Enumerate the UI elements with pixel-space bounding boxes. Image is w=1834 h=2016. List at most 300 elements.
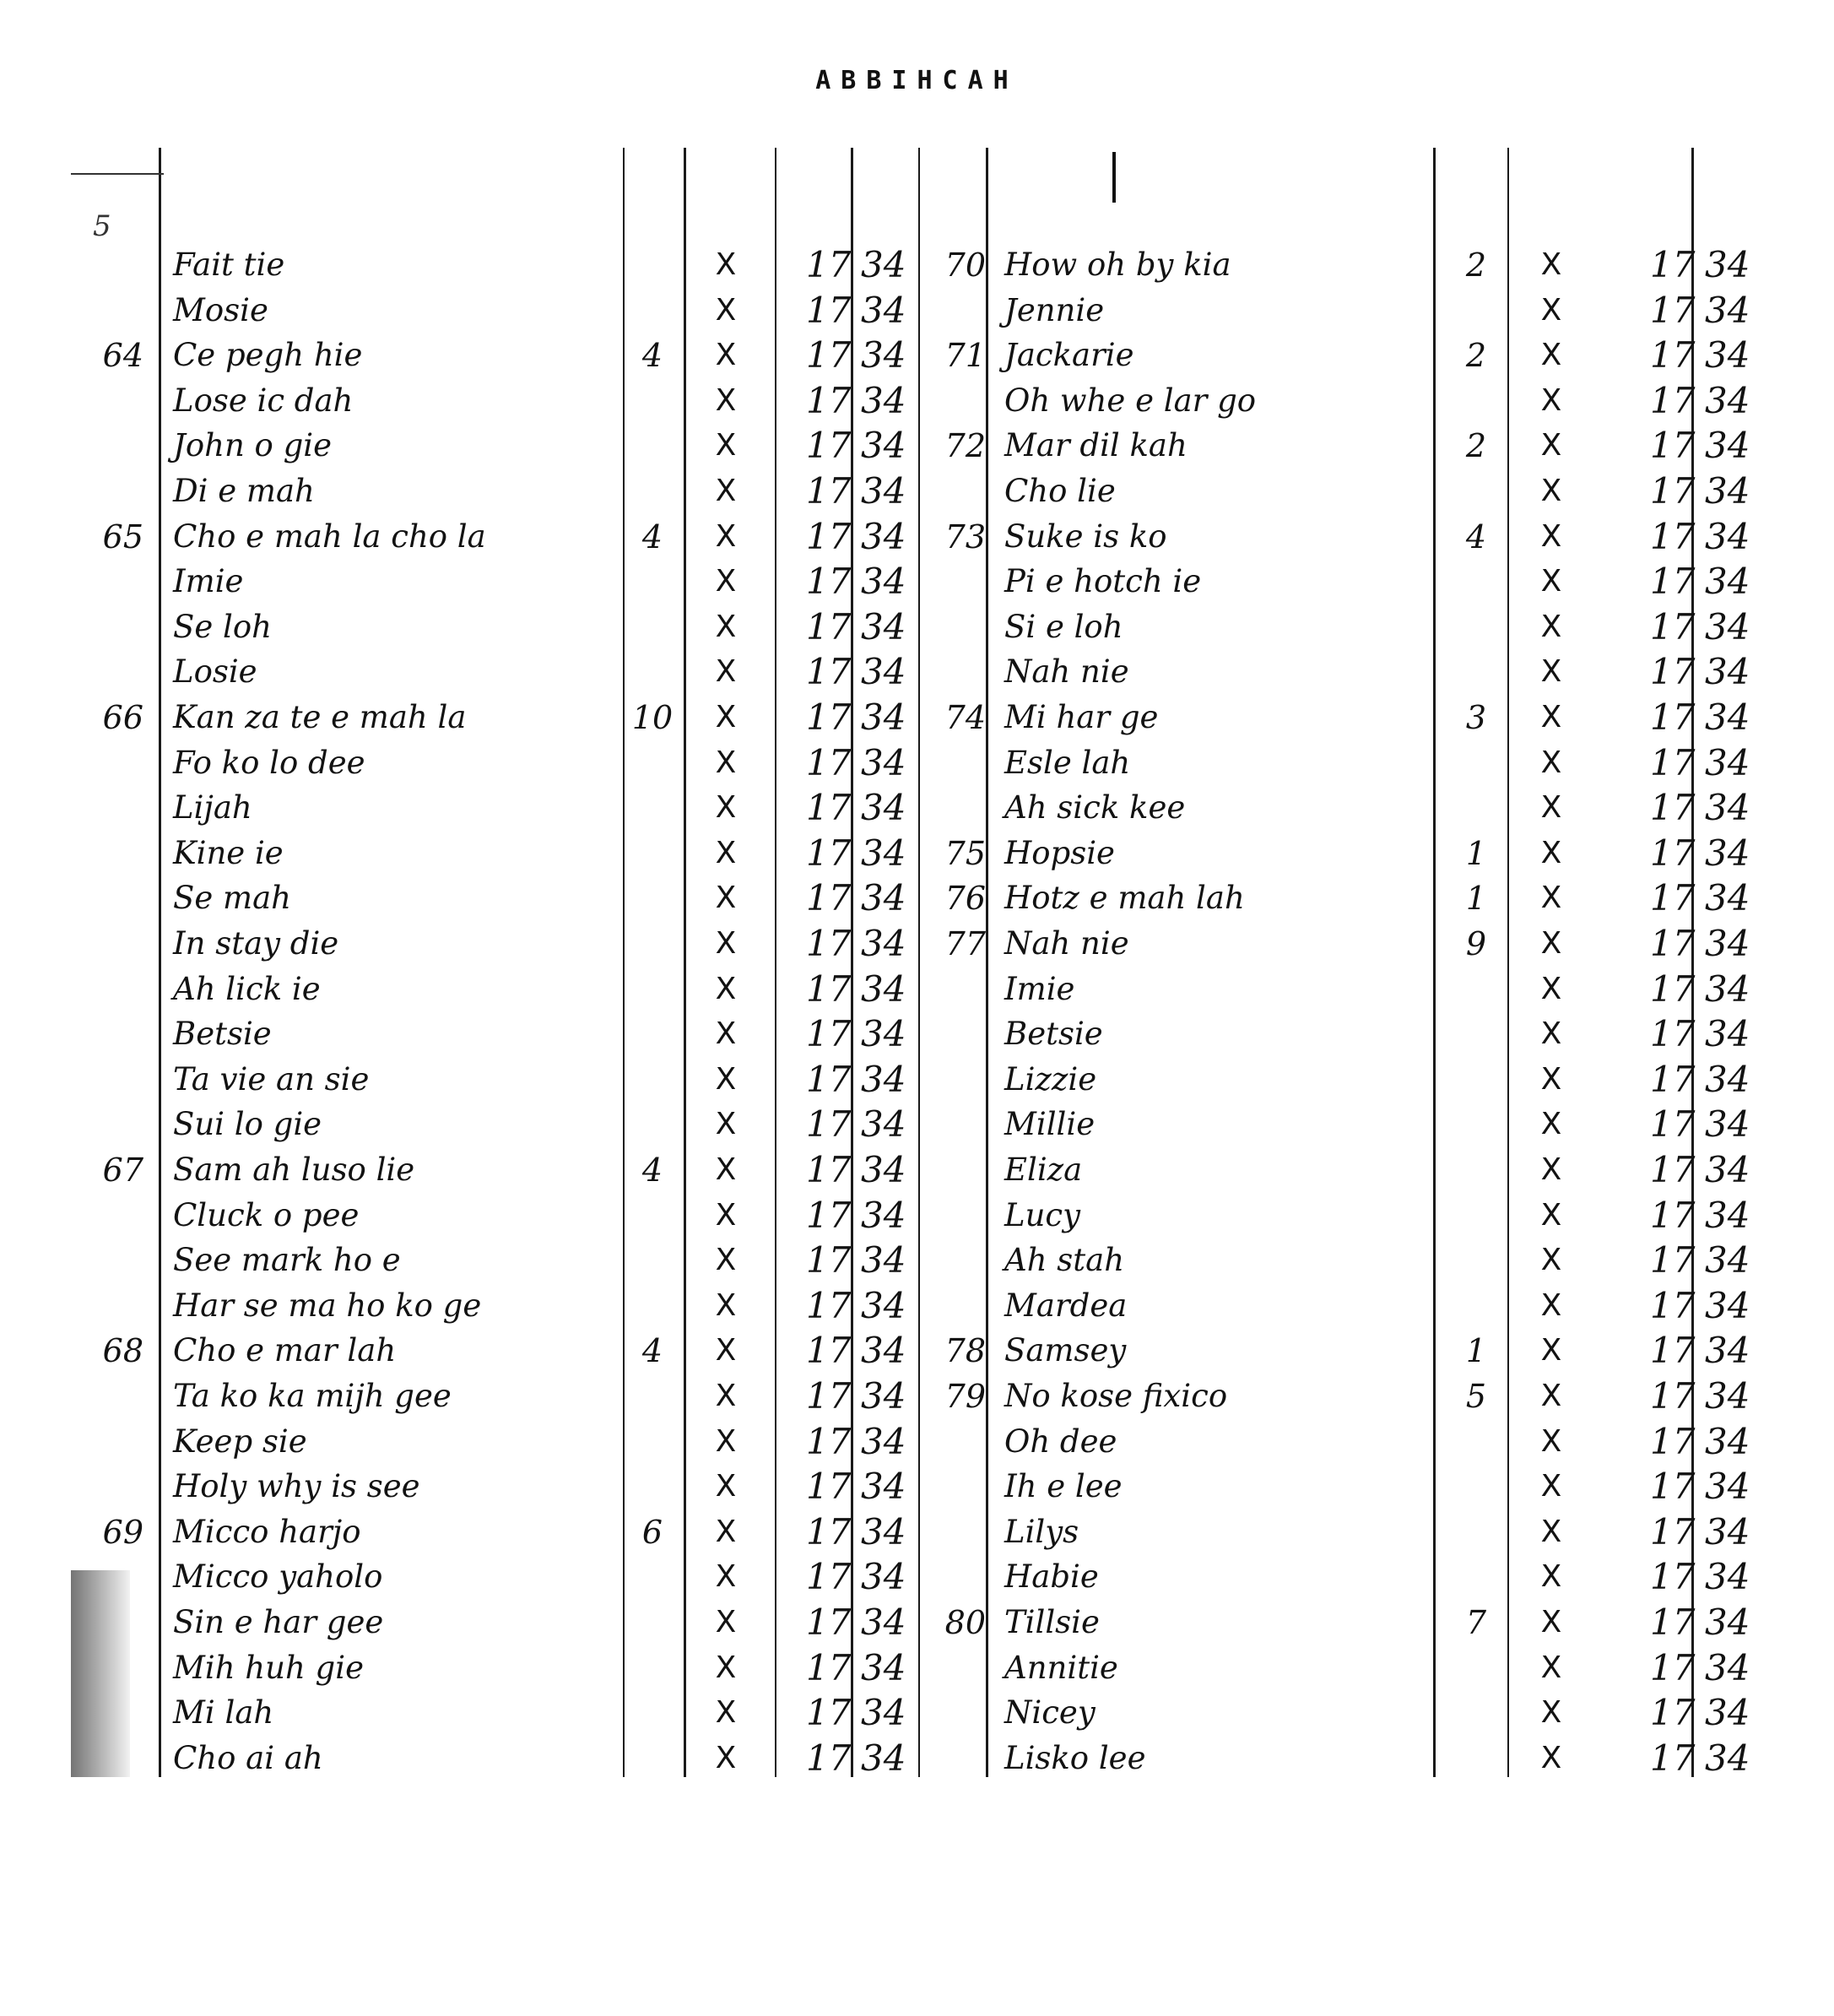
amount-dollars: 17 [1650, 877, 1696, 919]
amount-cents: 34 [861, 1285, 906, 1326]
amount-dollars: 17 [806, 334, 852, 376]
amount-dollars: 17 [1650, 696, 1696, 738]
x-mark: X [715, 1424, 737, 1459]
family-number: 69 [102, 1514, 143, 1551]
family-count [1455, 650, 1497, 694]
right-row [0, 1510, 1834, 1554]
amount-dollars: 17 [806, 425, 852, 466]
amount-cents: 34 [861, 1330, 906, 1371]
family-count [1455, 1555, 1497, 1599]
amount-dollars: 17 [1650, 1059, 1696, 1100]
amount-cents: 34 [861, 1239, 906, 1281]
amount-dollars: 17 [1650, 832, 1696, 874]
person-name: How oh by kia [1004, 247, 1231, 283]
person-name: Keep sie [173, 1423, 307, 1460]
amount-dollars: 17 [806, 877, 852, 919]
amount-cents: 34 [1705, 1511, 1750, 1553]
x-mark: X [1540, 654, 1562, 689]
amount-dollars: 17 [806, 1511, 852, 1553]
family-number [927, 1555, 986, 1599]
amount-cents: 34 [861, 877, 906, 919]
family-number: 74 [944, 699, 986, 736]
x-mark: X [1540, 1741, 1562, 1775]
x-mark: X [1540, 1515, 1562, 1549]
amount-cents: 34 [861, 1421, 906, 1462]
family-count: 7 [1465, 1604, 1487, 1641]
family-count: 1 [1465, 835, 1487, 872]
amount-cents: 34 [1705, 1421, 1750, 1462]
amount-cents: 34 [1705, 425, 1750, 466]
amount-dollars: 17 [1650, 923, 1696, 964]
family-count: 10 [631, 699, 674, 736]
amount-dollars: 17 [806, 1647, 852, 1688]
person-name: Cho e mar lah [173, 1332, 397, 1368]
family-number [927, 1194, 986, 1238]
family-number: 72 [944, 427, 986, 464]
family-count: 2 [1465, 427, 1487, 464]
amount-cents: 34 [1705, 1556, 1750, 1597]
x-mark: X [1540, 926, 1562, 961]
x-mark: X [1540, 1152, 1562, 1187]
amount-dollars: 17 [806, 1059, 852, 1100]
amount-cents: 34 [1705, 516, 1750, 557]
person-name: Micco yaholo [173, 1558, 383, 1595]
x-mark: X [715, 1695, 737, 1730]
x-mark: X [1540, 383, 1562, 418]
amount-cents: 34 [861, 1692, 906, 1733]
amount-dollars: 17 [806, 606, 852, 648]
x-mark: X [1540, 1424, 1562, 1459]
right-row [0, 424, 1834, 468]
family-count [1455, 1012, 1497, 1056]
person-name: Nah nie [1004, 653, 1129, 690]
person-name: Sui lo gie [173, 1106, 322, 1142]
amount-dollars: 17 [806, 516, 852, 557]
amount-dollars: 17 [1650, 1692, 1696, 1733]
family-number [927, 1012, 986, 1056]
x-mark: X [1540, 610, 1562, 644]
person-name: Betsie [1004, 1016, 1103, 1052]
amount-cents: 34 [861, 1601, 906, 1643]
x-mark: X [715, 564, 737, 599]
family-number: 75 [944, 835, 986, 872]
amount-cents: 34 [861, 1059, 906, 1100]
family-number [927, 289, 986, 333]
x-mark: X [715, 1243, 737, 1277]
amount-cents: 34 [1705, 1647, 1750, 1688]
x-mark: X [715, 428, 737, 463]
person-name: Lisko lee [1004, 1740, 1146, 1776]
amount-dollars: 17 [1650, 1330, 1696, 1371]
family-number [927, 1465, 986, 1509]
family-number [927, 1646, 986, 1690]
person-name: Ih e lee [1004, 1468, 1123, 1504]
amount-dollars: 17 [1650, 1421, 1696, 1462]
amount-dollars: 17 [806, 380, 852, 421]
amount-dollars: 17 [806, 1013, 852, 1054]
amount-cents: 34 [1705, 290, 1750, 331]
family-count: 5 [1465, 1378, 1487, 1415]
right-row [0, 1194, 1834, 1238]
person-name: Hopsie [1004, 835, 1115, 871]
amount-dollars: 17 [1650, 470, 1696, 512]
x-mark: X [715, 1062, 737, 1097]
person-name: Millie [1004, 1106, 1096, 1142]
x-mark: X [715, 1559, 737, 1594]
amount-cents: 34 [1705, 470, 1750, 512]
x-mark: X [715, 1016, 737, 1051]
family-count [1455, 1284, 1497, 1328]
family-count: 1 [1465, 880, 1487, 917]
x-mark: X [715, 1515, 737, 1549]
person-name: Sam ah luso lie [173, 1152, 415, 1188]
amount-dollars: 17 [806, 1375, 852, 1417]
margin-note: 5 [93, 209, 111, 243]
amount-dollars: 17 [1650, 425, 1696, 466]
family-number [927, 605, 986, 649]
family-number [927, 967, 986, 1011]
person-name: Micco harjo [173, 1514, 361, 1550]
person-name: In stay die [173, 925, 339, 962]
person-name: Cho ai ah [173, 1740, 323, 1776]
person-name: Mi har ge [1004, 699, 1159, 735]
x-mark: X [1540, 564, 1562, 599]
family-number [927, 560, 986, 604]
amount-cents: 34 [861, 787, 906, 828]
right-row [0, 1691, 1834, 1735]
x-mark: X [1540, 1016, 1562, 1051]
person-name: Lilys [1004, 1514, 1079, 1550]
amount-cents: 34 [861, 334, 906, 376]
amount-cents: 34 [861, 968, 906, 1010]
amount-cents: 34 [1705, 742, 1750, 783]
x-mark: X [1540, 1288, 1562, 1323]
family-count [1455, 741, 1497, 785]
family-count [1455, 1465, 1497, 1509]
x-mark: X [715, 745, 737, 780]
amount-cents: 34 [861, 470, 906, 512]
family-count: 4 [641, 337, 663, 374]
person-name: Holy why is see [173, 1468, 420, 1504]
right-row [0, 469, 1834, 513]
family-number: 76 [944, 880, 986, 917]
right-row [0, 560, 1834, 604]
amount-cents: 34 [1705, 334, 1750, 376]
top-rule [1112, 152, 1116, 203]
amount-dollars: 17 [806, 561, 852, 602]
person-name: Fait tie [173, 247, 285, 283]
x-mark: X [1540, 1469, 1562, 1504]
amount-dollars: 17 [1650, 1556, 1696, 1597]
right-row [0, 1465, 1834, 1509]
amount-cents: 34 [861, 380, 906, 421]
x-mark: X [1540, 1559, 1562, 1594]
family-count [1455, 1148, 1497, 1192]
family-number [927, 1420, 986, 1464]
right-row [0, 1238, 1834, 1282]
right-row [0, 1284, 1834, 1328]
amount-cents: 34 [1705, 1692, 1750, 1733]
right-row [0, 243, 1834, 287]
right-row [0, 1148, 1834, 1192]
amount-dollars: 17 [806, 1466, 852, 1507]
page-title: ABBIHCAH [815, 66, 1019, 95]
x-mark: X [715, 1605, 737, 1639]
x-mark: X [1540, 790, 1562, 825]
amount-cents: 34 [1705, 1149, 1750, 1190]
right-row [0, 289, 1834, 333]
amount-cents: 34 [1705, 1375, 1750, 1417]
amount-cents: 34 [1705, 244, 1750, 285]
amount-dollars: 17 [806, 1601, 852, 1643]
family-count [1455, 1238, 1497, 1282]
amount-cents: 34 [1705, 1195, 1750, 1236]
person-name: Lijah [173, 789, 252, 826]
x-mark: X [1540, 1650, 1562, 1685]
x-mark: X [1540, 338, 1562, 372]
amount-dollars: 17 [1650, 244, 1696, 285]
amount-cents: 34 [1705, 787, 1750, 828]
amount-cents: 34 [1705, 1103, 1750, 1145]
amount-cents: 34 [861, 1013, 906, 1054]
person-name: Tillsie [1004, 1604, 1100, 1640]
person-name: Betsie [173, 1016, 272, 1052]
family-count [1455, 1420, 1497, 1464]
amount-dollars: 17 [806, 1556, 852, 1597]
right-row [0, 1329, 1834, 1373]
amount-cents: 34 [861, 1466, 906, 1507]
person-name: Esle lah [1004, 745, 1131, 781]
top-rule [71, 173, 164, 175]
family-number: 64 [102, 337, 143, 374]
x-mark: X [715, 700, 737, 734]
family-count [1455, 1646, 1497, 1690]
family-number: 66 [102, 699, 143, 736]
amount-dollars: 17 [1650, 1647, 1696, 1688]
person-name: Nicey [1004, 1694, 1096, 1731]
family-count [1455, 1737, 1497, 1780]
person-name: Imie [1004, 971, 1075, 1007]
x-mark: X [715, 1741, 737, 1775]
person-name: Jennie [1004, 292, 1105, 328]
family-number: 71 [944, 337, 986, 374]
amount-cents: 34 [861, 832, 906, 874]
person-name: Oh whe e lar go [1004, 382, 1257, 419]
family-count [1455, 605, 1497, 649]
right-row [0, 650, 1834, 694]
family-count [1455, 1194, 1497, 1238]
amount-cents: 34 [861, 1149, 906, 1190]
amount-cents: 34 [1705, 696, 1750, 738]
amount-dollars: 17 [1650, 561, 1696, 602]
right-row [0, 1420, 1834, 1464]
x-mark: X [1540, 1198, 1562, 1233]
x-mark: X [1540, 293, 1562, 328]
x-mark: X [715, 1650, 737, 1685]
amount-cents: 34 [1705, 606, 1750, 648]
right-row [0, 1555, 1834, 1599]
amount-dollars: 17 [806, 1285, 852, 1326]
person-name: Ah stah [1004, 1242, 1125, 1278]
amount-dollars: 17 [806, 1149, 852, 1190]
x-mark: X [715, 1469, 737, 1504]
amount-dollars: 17 [806, 244, 852, 285]
person-name: Samsey [1004, 1332, 1127, 1368]
amount-dollars: 17 [1650, 1013, 1696, 1054]
x-mark: X [1540, 428, 1562, 463]
person-name: Cho lie [1004, 473, 1116, 509]
amount-dollars: 17 [806, 1195, 852, 1236]
x-mark: X [715, 338, 737, 372]
person-name: Jackarie [1004, 337, 1134, 373]
right-row [0, 605, 1834, 649]
family-number [927, 650, 986, 694]
amount-cents: 34 [1705, 1466, 1750, 1507]
x-mark: X [1540, 1243, 1562, 1277]
x-mark: X [715, 474, 737, 508]
amount-dollars: 17 [806, 470, 852, 512]
amount-cents: 34 [861, 606, 906, 648]
amount-cents: 34 [1705, 561, 1750, 602]
x-mark: X [715, 247, 737, 282]
x-mark: X [1540, 1062, 1562, 1097]
family-count: 9 [1465, 925, 1487, 962]
amount-cents: 34 [1705, 923, 1750, 964]
amount-cents: 34 [861, 1195, 906, 1236]
x-mark: X [715, 926, 737, 961]
x-mark: X [715, 836, 737, 870]
x-mark: X [715, 1198, 737, 1233]
right-row [0, 741, 1834, 785]
x-mark: X [715, 1333, 737, 1368]
person-name: Mar dil kah [1004, 427, 1188, 463]
x-mark: X [715, 293, 737, 328]
amount-dollars: 17 [1650, 742, 1696, 783]
amount-dollars: 17 [1650, 968, 1696, 1010]
person-name: Imie [173, 563, 244, 599]
amount-dollars: 17 [806, 1421, 852, 1462]
right-row [0, 1737, 1834, 1780]
family-count: 4 [641, 518, 663, 555]
family-number: 80 [944, 1604, 986, 1641]
family-number [927, 1510, 986, 1554]
family-count: 4 [641, 1332, 663, 1369]
amount-dollars: 17 [1650, 380, 1696, 421]
amount-cents: 34 [861, 290, 906, 331]
person-name: Ta ko ka mijh gee [173, 1378, 452, 1414]
family-count: 3 [1465, 699, 1487, 736]
x-mark: X [1540, 972, 1562, 1006]
amount-cents: 34 [1705, 968, 1750, 1010]
amount-dollars: 17 [1650, 1511, 1696, 1553]
family-count [1455, 379, 1497, 423]
amount-cents: 34 [861, 1511, 906, 1553]
x-mark: X [1540, 881, 1562, 915]
person-name: Lizzie [1004, 1061, 1097, 1097]
amount-cents: 34 [1705, 832, 1750, 874]
amount-dollars: 17 [806, 651, 852, 692]
family-count [1455, 469, 1497, 513]
family-number: 65 [102, 518, 143, 555]
person-name: Si e loh [1004, 609, 1123, 645]
x-mark: X [1540, 1695, 1562, 1730]
x-mark: X [715, 790, 737, 825]
x-mark: X [1540, 836, 1562, 870]
amount-dollars: 17 [806, 968, 852, 1010]
x-mark: X [1540, 745, 1562, 780]
right-row [0, 1103, 1834, 1146]
amount-dollars: 17 [1650, 787, 1696, 828]
amount-cents: 34 [1705, 1330, 1750, 1371]
family-number [927, 1148, 986, 1192]
amount-dollars: 17 [806, 923, 852, 964]
family-number: 77 [944, 925, 986, 962]
x-mark: X [715, 881, 737, 915]
family-count [1455, 1103, 1497, 1146]
amount-dollars: 17 [806, 1330, 852, 1371]
amount-dollars: 17 [1650, 1601, 1696, 1643]
right-row [0, 379, 1834, 423]
person-name: Suke is ko [1004, 518, 1167, 555]
right-row [0, 922, 1834, 966]
x-mark: X [1540, 1605, 1562, 1639]
person-name: Har se ma ho ko ge [173, 1287, 482, 1324]
amount-dollars: 17 [806, 742, 852, 783]
amount-cents: 34 [1705, 1013, 1750, 1054]
family-number [927, 1284, 986, 1328]
amount-dollars: 17 [806, 1239, 852, 1281]
person-name: Ah lick ie [173, 971, 321, 1007]
family-number: 79 [944, 1378, 986, 1415]
person-name: Ce pegh hie [173, 337, 363, 373]
person-name: Sin e har gee [173, 1604, 384, 1640]
family-count [1455, 289, 1497, 333]
person-name: Hotz e mah lah [1004, 880, 1245, 916]
family-number [927, 1238, 986, 1282]
family-count: 4 [1465, 518, 1487, 555]
amount-cents: 34 [861, 923, 906, 964]
family-number: 73 [944, 518, 986, 555]
family-number [927, 379, 986, 423]
amount-dollars: 17 [1650, 651, 1696, 692]
person-name: No kose fixico [1004, 1378, 1228, 1414]
family-count [1455, 560, 1497, 604]
family-number: 67 [102, 1152, 143, 1189]
amount-cents: 34 [861, 1647, 906, 1688]
person-name: Lucy [1004, 1197, 1081, 1233]
right-row [0, 1058, 1834, 1102]
amount-dollars: 17 [1650, 290, 1696, 331]
family-number: 70 [944, 247, 986, 284]
amount-cents: 34 [861, 651, 906, 692]
amount-dollars: 17 [1650, 1195, 1696, 1236]
x-mark: X [715, 1288, 737, 1323]
right-row [0, 696, 1834, 740]
amount-cents: 34 [1705, 1737, 1750, 1779]
amount-cents: 34 [1705, 1285, 1750, 1326]
family-count: 2 [1465, 337, 1487, 374]
x-mark: X [715, 610, 737, 644]
amount-dollars: 17 [806, 1692, 852, 1733]
family-count [1455, 967, 1497, 1011]
person-name: Annitie [1004, 1650, 1118, 1686]
x-mark: X [715, 1379, 737, 1413]
person-name: Lose ic dah [173, 382, 354, 419]
x-mark: X [1540, 247, 1562, 282]
family-count: 1 [1465, 1332, 1487, 1369]
person-name: Mih huh gie [173, 1650, 364, 1686]
person-name: John o gie [173, 427, 332, 463]
